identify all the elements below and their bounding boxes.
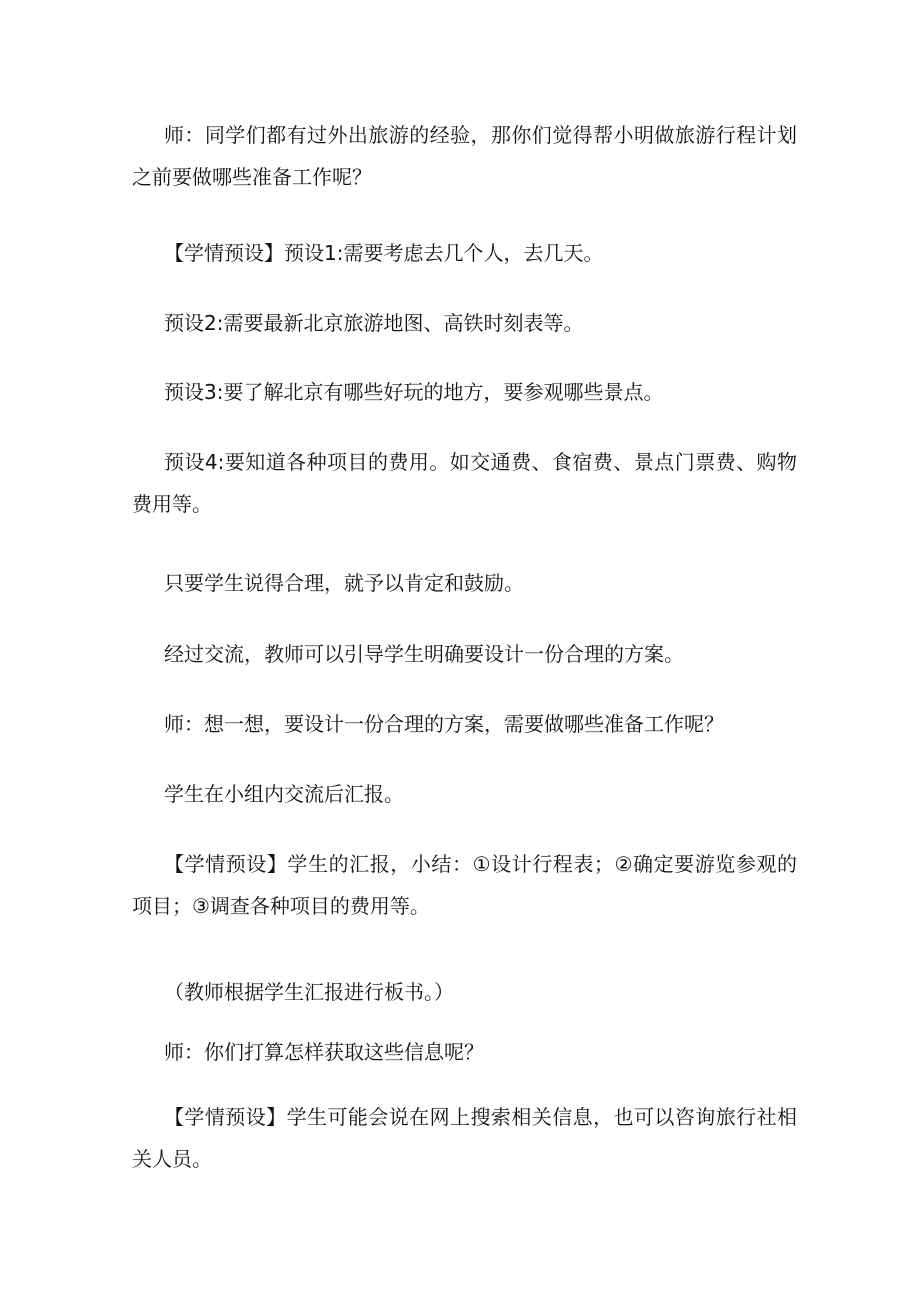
paragraph-teacher-think: 师：想一想，要设计一份合理的方案，需要做哪些准备工作呢？ — [164, 712, 724, 736]
paragraph-encourage: 只要学生说得合理，就予以肯定和鼓励。 — [164, 571, 524, 595]
paragraph-teacher-question-preparation: 师：同学们都有过外出旅游的经验，那你们觉得帮小明做旅游行程计划之前要做哪些准备工作呢？ — [132, 123, 797, 189]
paragraph-preset-3: 预设3:要了解北京有哪些好玩的地方，要参观哪些景点。 — [164, 380, 664, 404]
paragraph-group-report: 学生在小组内交流后汇报。 — [164, 782, 404, 806]
paragraph-preset-4: 预设4:要知道各种项目的费用。如交通费、食宿费、景点门票费、购物费用等。 — [132, 450, 797, 516]
paragraph-exchange-guide: 经过交流，教师可以引导学生明确要设计一份合理的方案。 — [164, 642, 684, 666]
paragraph-info-preset: 【学情预设】学生可能会说在网上搜索相关信息，也可以咨询旅行社相关人员。 — [132, 1105, 797, 1171]
paragraph-teacher-info-question: 师：你们打算怎样获取这些信息呢？ — [164, 1040, 484, 1064]
paragraph-preset-2: 预设2:需要最新北京旅游地图、高铁时刻表等。 — [164, 311, 584, 335]
paragraph-preset-1: 【学情预设】预设1:需要考虑去几个人，去几天。 — [164, 241, 604, 265]
paragraph-blackboard-note: （教师根据学生汇报进行板书。） — [164, 980, 454, 1004]
paragraph-report-summary: 【学情预设】学生的汇报，小结：①设计行程表；②确定要游览参观的项目；③调查各种项目的费用等。 — [132, 852, 797, 918]
